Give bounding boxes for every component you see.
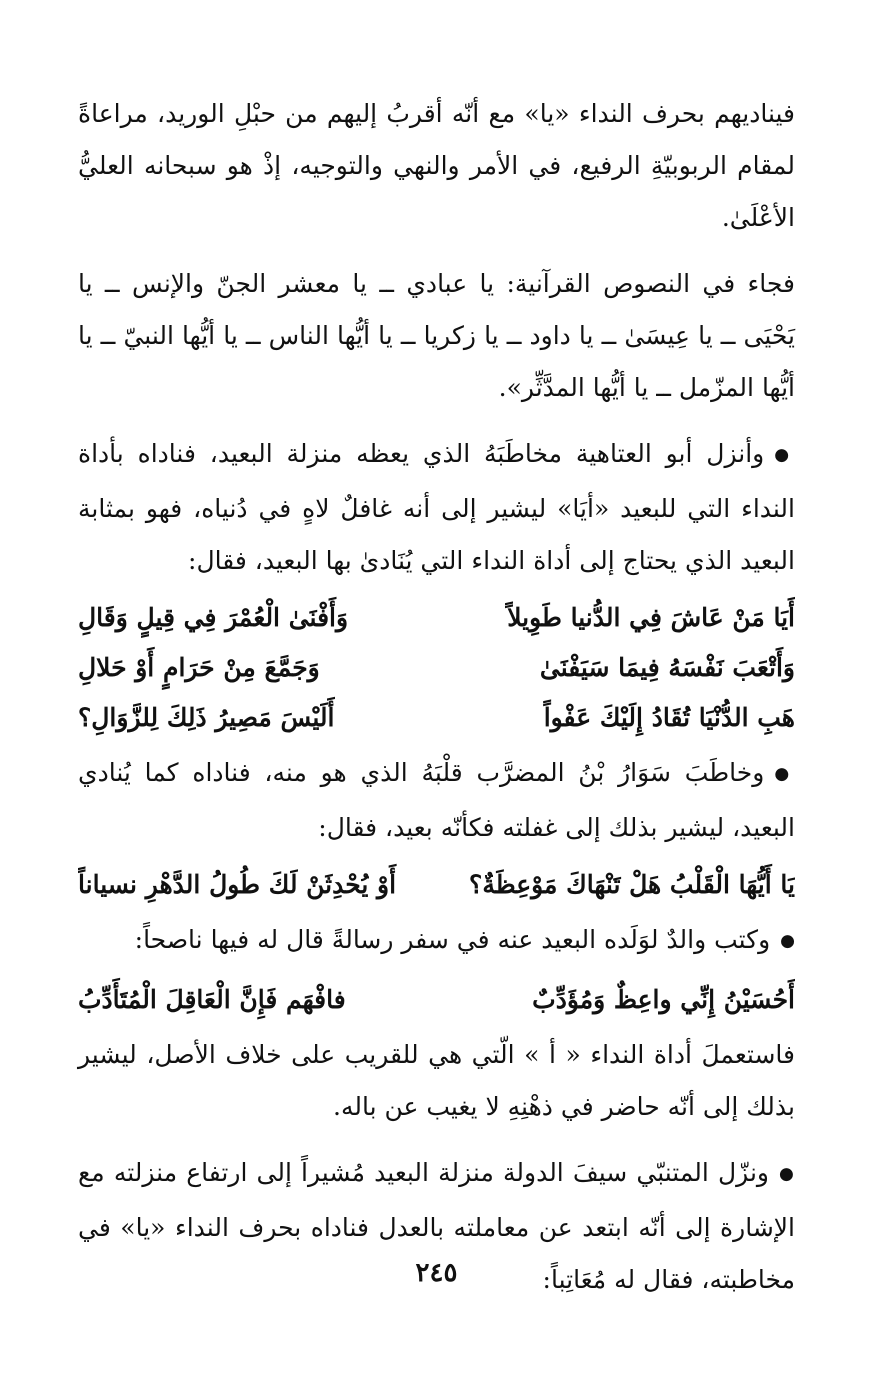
paragraph-father-letter: ● وكتب والدٌ لوَلَده البعيد عنه في سفر رسالةً قال له فيها ناصحاً: [78, 914, 795, 969]
poem-verse [78, 643, 795, 693]
verse-second-hemistich: فافْهَم فَإِنَّ الْعَاقِلَ الْمُتَأَدِّبُ [78, 985, 346, 1014]
paragraph-quranic-address: فيناديهم بحرف النداء «يا» مع أنّه أقربُ إليهم من حبْلِ الوريد، مراعاةً لمقام الربوبيّةِ الرفيع، في الأمر والنهي والتوجيه، إذْ هو سبحانه العليُّ الأعْلَىٰ. [78, 99, 795, 232]
verse-second-hemistich: أَوْ يُحْدِثَنْ لَكَ طُولُ الدَّهْرِ نسياناً [78, 870, 397, 899]
poem-verse [78, 693, 795, 743]
verse-second-hemistich: وَجَمَّعَ مِنْ حَرَامٍ أَوْ حَلالِ [78, 653, 320, 682]
paragraph-abu-alatahiya: ● وأنزل أبو العتاهية مخاطَبَهُ الذي يعظه منزلة البعيد، فناداه بأداة النداء التي للبعيد «أيَا» ليشير إلى أنه غافلٌ لاهٍ في دُنياه، فهو بمثابة البعيد الذي يحتاج إلى أداة النداء التي يُنَادىٰ بها البعيد، فقال: [78, 428, 795, 587]
paragraph-quranic-examples: فجاء في النصوص القرآنية: يا عبادي ــ يا معشر الجنّ والإنس ــ يا يَحْيَى ــ يا عِيسَىٰ ــ يا داود ــ يا زكريا ــ يا أيُّها الناس ــ يا أيُّها النبيّ ــ يا أيُّها المزّمل ــ يا أيُّها المدَّثِّر». [78, 269, 795, 402]
paragraph-mutanabbi: ● ونزّل المتنبّي سيفَ الدولة منزلة البعيد مُشيراً إلى ارتفاع منزلته مع الإشارة إلى أنّه ابتعد عن معاملته بالعدل فناداه بحرف النداء «يا» في مخاطبته، فقال له مُعَاتِباً: [78, 1147, 795, 1306]
verse-second-hemistich: وَأَفْنَىٰ الْعُمْرَ فِي قِيلٍ وَقَالِ [78, 603, 349, 632]
poem-sawar [78, 860, 795, 910]
verse-first-hemistich: أَحُسَيْنُ إِنِّي واعِظٌ وَمُؤَدِّبٌ [532, 985, 795, 1014]
verse-first-hemistich: أَيَا مَنْ عَاشَ فِي الدُّنيا طَوِيلاً [507, 603, 795, 632]
poem-abu-alatahiya [78, 593, 795, 743]
poem-verse [78, 975, 795, 1025]
verse-first-hemistich: هَبِ الدُّنْيَا تُقَادُ إِلَيْكَ عَفْواً [543, 703, 795, 732]
page-number: ٢٤٥ [415, 1258, 458, 1288]
poem-verse [78, 593, 795, 643]
poem-father [78, 975, 795, 1025]
paragraph-sawar-ibn-mudarrab: ● وخاطَبَ سَوَارُ بْنُ المضرَّب قلْبَهُ الذي هو منه، فناداه كما يُنادي البعيد، ليشير بذلك إلى غفلته فكأنّه بعيد، فقال: [78, 747, 795, 854]
verse-second-hemistich: أَلَيْسَ مَصِيرُ ذَلِكَ لِلزَّوَالِ؟ [78, 703, 335, 732]
poem-verse [78, 860, 795, 910]
verse-first-hemistich: وَأَتْعَبَ نَفْسَهُ فِيمَا سَيَفْنَىٰ [539, 653, 795, 682]
verse-first-hemistich: يَا أَيُّهَا الْقَلْبُ هَلْ تَنْهَاكَ مَوْعِظَةٌ؟ [469, 870, 795, 899]
paragraph-near-particle: فاستعملَ أداة النداء « أ » الّتي هي للقريب على خلاف الأصل، ليشير بذلك إلى أنّه حاضر في ذهْنِهِ لا يغيب عن باله. [78, 1040, 795, 1121]
